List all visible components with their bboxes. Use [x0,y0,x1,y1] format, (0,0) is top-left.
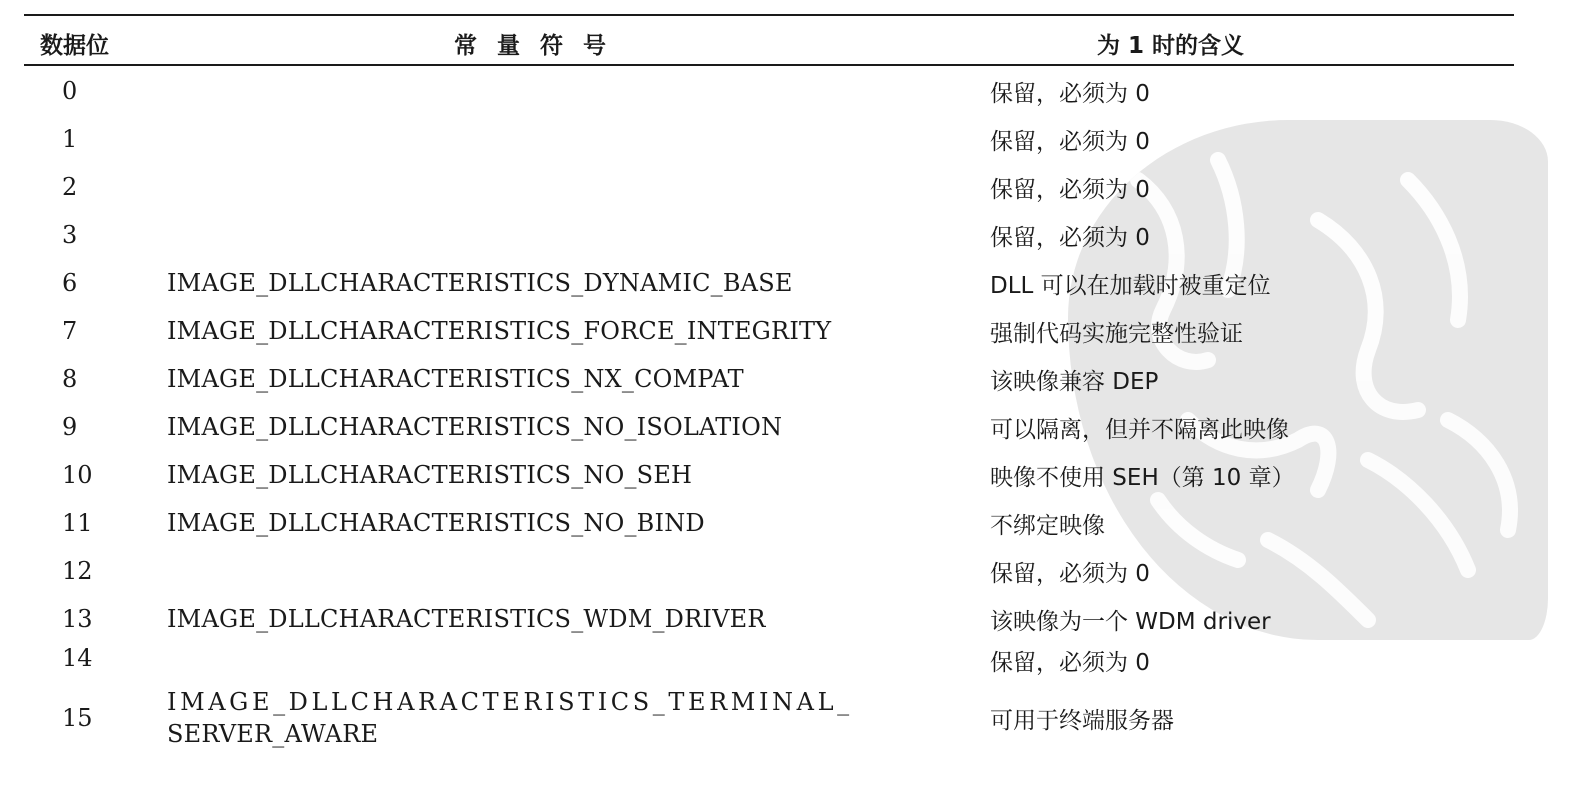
table-row [24,210,1514,258]
header-meaning: 为 1 时的含义 [1097,33,1245,59]
bit-cell: 9 [62,413,78,441]
meaning-cell: 该映像为一个 WDM driver [990,609,1271,635]
bit-cell: 0 [62,77,78,105]
characteristics-table [24,14,1514,756]
meaning-cell: 保留，必须为 0 [990,650,1150,676]
bit-cell: 13 [62,605,93,633]
constant-cell-line2: SERVER_AWARE [167,720,379,748]
table-row [24,66,1514,114]
table-row [24,594,1514,642]
bit-cell: 14 [62,644,93,672]
meaning-cell: 该映像兼容 DEP [990,369,1159,395]
table-body [24,66,1514,756]
constant-cell [167,686,853,750]
table-row [24,258,1514,306]
constant-cell: IMAGE_DLLCHARACTERISTICS_NO_ISOLATION [167,413,783,441]
header-constant: 常 量 符 号 [454,33,613,59]
table-row [24,114,1514,162]
table-row [24,402,1514,450]
constant-cell: IMAGE_DLLCHARACTERISTICS_FORCE_INTEGRITY [167,317,832,345]
bit-cell: 15 [62,704,93,732]
table-row [24,682,1514,756]
meaning-cell: 保留，必须为 0 [990,225,1150,251]
table-row [24,162,1514,210]
bit-cell: 10 [62,461,93,489]
constant-cell: IMAGE_DLLCHARACTERISTICS_DYNAMIC_BASE [167,269,793,297]
meaning-cell: 保留，必须为 0 [990,177,1150,203]
table-row [24,450,1514,498]
meaning-cell: 可用于终端服务器 [990,708,1174,734]
constant-cell-line1: IMAGE_DLLCHARACTERISTICS_TERMINAL_ [167,688,853,716]
bit-cell: 7 [62,317,78,345]
meaning-cell: 保留，必须为 0 [990,561,1150,587]
table-row [24,306,1514,354]
meaning-cell: 保留，必须为 0 [990,129,1150,155]
constant-cell: IMAGE_DLLCHARACTERISTICS_NO_BIND [167,509,705,537]
meaning-cell: 可以隔离，但并不隔离此映像 [990,417,1289,443]
bit-cell: 12 [62,557,93,585]
constant-cell: IMAGE_DLLCHARACTERISTICS_NX_COMPAT [167,365,744,393]
table-row [24,498,1514,546]
bit-cell: 6 [62,269,78,297]
table-row [24,642,1514,682]
bit-cell: 8 [62,365,78,393]
meaning-cell: 映像不使用 SEH（第 10 章） [990,465,1295,491]
meaning-cell: 不绑定映像 [990,513,1105,539]
table-row [24,546,1514,594]
table-row [24,354,1514,402]
meaning-cell: 强制代码实施完整性验证 [990,321,1243,347]
bit-cell: 1 [62,125,78,153]
header-bit: 数据位 [40,33,109,59]
table-header [24,16,1514,64]
meaning-cell: DLL 可以在加载时被重定位 [990,273,1271,299]
constant-cell: IMAGE_DLLCHARACTERISTICS_WDM_DRIVER [167,605,766,633]
bit-cell: 11 [62,509,93,537]
meaning-cell: 保留，必须为 0 [990,81,1150,107]
bit-cell: 2 [62,173,78,201]
constant-cell: IMAGE_DLLCHARACTERISTICS_NO_SEH [167,461,693,489]
bit-cell: 3 [62,221,78,249]
